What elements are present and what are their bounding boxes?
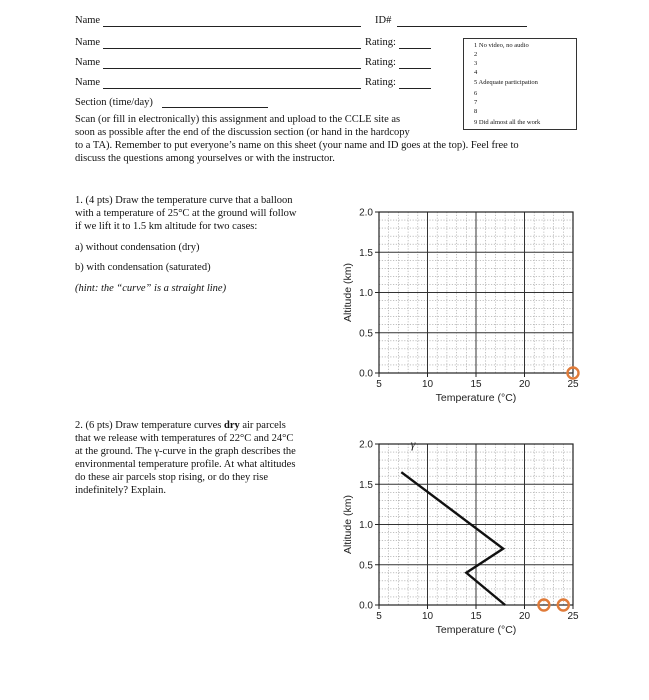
- x-tick-label: 5: [376, 379, 382, 390]
- y-tick-label: 2.0: [359, 439, 373, 451]
- q1-hint: (hint: the “curve” is a straight line): [75, 283, 227, 294]
- name-field-1[interactable]: [103, 26, 361, 27]
- q2-altitude-temperature-chart[interactable]: [335, 432, 595, 642]
- q1-line: with a temperature of 25°C at the ground will follow: [75, 208, 297, 219]
- q1-line: 1. (4 pts) Draw the temperature curve that a balloon: [75, 195, 293, 206]
- rating-scale-item: 2: [474, 51, 478, 58]
- id-field[interactable]: [397, 26, 527, 27]
- rating-scale-item: 5 Adequate participation: [474, 79, 538, 86]
- id-label: ID#: [375, 15, 392, 26]
- name-label-3: Name: [75, 57, 101, 68]
- q2-line: [75, 420, 286, 433]
- q1-case-b: b) with condensation (saturated): [75, 262, 211, 273]
- y-tick-label: 0.0: [359, 368, 373, 380]
- name-field-3[interactable]: [103, 68, 361, 69]
- instructions-line: Scan (or fill in electronically) this assignment and upload to the CCLE site as: [75, 114, 401, 125]
- rating-scale-item: 1 No video, no audio: [474, 42, 529, 49]
- rating-scale-item: 8: [474, 108, 478, 115]
- rating-label-3: Rating:: [365, 57, 396, 68]
- section-label: Section (time/day): [75, 97, 153, 108]
- x-tick-label: 10: [421, 379, 434, 390]
- rating-scale-item: 4: [474, 69, 478, 76]
- x-axis-title: Temperature (°C): [435, 624, 517, 636]
- q2-line: that we release with temperatures of 22°C and 24°C: [75, 433, 294, 444]
- name-label-2: Name: [75, 37, 101, 48]
- rating-label-4: Rating:: [365, 77, 396, 88]
- y-tick-label: 1.0: [359, 288, 373, 299]
- y-tick-label: 0.5: [359, 328, 373, 340]
- rating-scale-box: [463, 38, 577, 130]
- x-tick-label: 15: [470, 379, 482, 390]
- y-axis-title: Altitude (km): [342, 495, 354, 554]
- y-tick-label: 0.5: [359, 560, 373, 572]
- q2-line: at the ground. The γ-curve in the graph describes the: [75, 446, 296, 457]
- name-field-4[interactable]: [103, 88, 361, 89]
- q1-case-a: a) without condensation (dry): [75, 242, 200, 253]
- q2-line: do these air parcels stop rising, or do they rise: [75, 472, 269, 483]
- x-tick-label: 10: [421, 611, 434, 622]
- rating-label-2: Rating:: [365, 37, 396, 48]
- q1-line: if we lift it to 1.5 km altitude for two cases:: [75, 221, 258, 232]
- x-tick-label: 5: [376, 611, 382, 622]
- instructions-line: discuss the questions among yourselves or with the instructor.: [75, 153, 335, 164]
- instructions-line: soon as possible after the end of the discussion section (or hand in the hardcopy: [75, 127, 410, 138]
- instructions-line: to a TA). Remember to put everyone’s name on this sheet (your name and ID goes at the top). Feel free to: [75, 140, 519, 151]
- y-tick-label: 2.0: [359, 207, 373, 219]
- name-label-4: Name: [75, 77, 101, 88]
- x-axis-title: Temperature (°C): [435, 392, 517, 404]
- section-field[interactable]: [162, 107, 268, 108]
- y-tick-label: 0.0: [359, 600, 373, 612]
- q2-line: indefinitely? Explain.: [75, 485, 166, 496]
- gamma-curve: [401, 472, 505, 605]
- x-tick-label: 20: [518, 611, 531, 622]
- rating-field-4[interactable]: [399, 88, 431, 89]
- name-label-1: Name: [75, 15, 101, 26]
- y-tick-label: 1.5: [359, 479, 373, 491]
- x-tick-label: 25: [567, 379, 579, 390]
- rating-scale-item: 6: [474, 90, 478, 97]
- q2-line1-pre: 2. (6 pts) Draw temperature curves: [75, 420, 224, 431]
- q2-line1-post: air parcels: [239, 420, 286, 431]
- x-tick-label: 25: [567, 611, 579, 622]
- x-tick-label: 15: [470, 611, 482, 622]
- gamma-label: γ: [410, 437, 416, 451]
- rating-field-3[interactable]: [399, 68, 431, 69]
- y-axis-title: Altitude (km): [342, 263, 354, 322]
- rating-scale-item: 7: [474, 99, 478, 106]
- rating-scale-item: 9 Did almost all the work: [474, 119, 541, 126]
- rating-scale-item: 3: [474, 60, 478, 67]
- q2-line: environmental temperature profile. At what altitudes: [75, 459, 296, 470]
- q2-line1-bold: dry: [223, 420, 240, 431]
- y-tick-label: 1.0: [359, 520, 373, 531]
- name-field-2[interactable]: [103, 48, 361, 49]
- x-tick-label: 20: [518, 379, 531, 390]
- q1-altitude-temperature-chart[interactable]: [335, 200, 595, 410]
- rating-field-2[interactable]: [399, 48, 431, 49]
- y-tick-label: 1.5: [359, 247, 373, 259]
